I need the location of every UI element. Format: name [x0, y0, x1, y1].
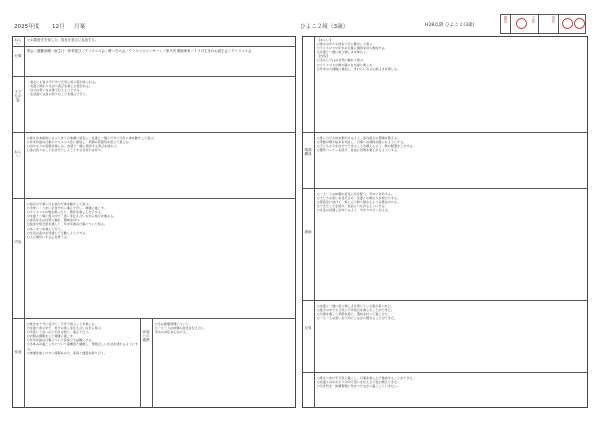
right-top-text: 【ねらい】 ○寒さの中でも体を十分に動かして遊ぶ。 ○クリスマスや年末の行事に期待を持ち参加する。 ○友達と一緒に遊ぶ楽しさを味わう。 【内容】 ○冬ならではの自然に触れて遊ぶ。 ○クリスマスの歌や踊りを友達と楽しむ。 ○年末の大掃除に参加し、きれいになる心地よさを感じる。 [317, 38, 401, 71]
right-bottom-text: ○寒さに負けず元気に過ごし、行事を楽しんで参加することができた。 ○友達とのかかわりの中で思いを伝え合う姿が増えてきた。 ○引き続き、体調管理に気をつけながら過ごしていきたい。 [317, 376, 416, 389]
approver-label: 主任 [531, 16, 535, 23]
section-label-goals: ねらい [14, 150, 22, 158]
approval-stamp [516, 18, 527, 29]
approver-label: 園長 [503, 16, 507, 23]
section-label-reflection: 反省 [304, 326, 312, 330]
class-code: H28以降 ひよこ２(3歳) [425, 23, 475, 28]
goals-text: ○寒さが本格的になってきても体調に留意し、友達と一緒に戸外で元気に体を動かして遊ぶ。 ○年末年始の行事やクリスマス会に参加し、季節の雰囲気を感じて楽しむ。 ○自分なりの表現を楽しみ、友達と一緒に発表する喜びを味わう。 ○身の回りのことを自分でしようとする気持ちを持つ。 [27, 136, 157, 153]
monthly-events: 集会／避難訓練／誕生日・体育遊び／クリスマス会／餅つき大会／クリスマスコンサート／第９回 親睦保育／１２月生まれお誕生会／クリスマス会 [27, 49, 252, 53]
plan-year: 2025年度 [14, 24, 40, 30]
plan-type: 月案 [74, 24, 86, 30]
section-label-children: 子どもの姿 [14, 90, 22, 102]
plan-month: 12月 [52, 24, 65, 30]
section-label-environment: 環境構成 [304, 148, 312, 156]
section-label-content: 内容 [14, 240, 22, 244]
class-name: ひよこ２組（3歳） [300, 24, 349, 30]
section-label-home-link: 家庭との連携 [142, 330, 150, 342]
content-text: ○雨の日や寒い日も室内で体を動かして遊ぶ。 ○手洗い・うがいを自分から進んで行い、健康に過ごす。 ○クリスマスの歌を歌ったり、製作を楽しんだりする。 ○友達と一緒に遊ぶ中で、思いを伝え合いながら遊びを進める。 ○身近な冬の自然に触れ、興味を持つ。 ○絵本や紙芝居を通して、年末年始の行事について知る。 ○あいさつを進んで行う。 ○生活の流れを見通して行動しようとする。 ○人に親切にする心を育てる。 [27, 202, 117, 239]
section-label-aim: ねらい [14, 38, 22, 46]
approval-stamp [562, 18, 573, 29]
section-label-events: 行事 [14, 54, 22, 58]
section-label-support: 援助 [304, 230, 312, 234]
monthly-aim: ＊お歌遊ぎを楽しむ。成長を喜びに参加する。 [27, 38, 99, 42]
environment-text: ○寒い日でも体を動かせるよう、室内遊びの環境を整える。 ○季節の歌や絵本を用意し、行事への期待が膨らむようにする。 ○子どもたちが自分でできることが増えるよう、物の配置を工夫する。 ○製作コーナーを設け、自由に表現を楽しめるようにする。 [317, 136, 416, 153]
section-label-home: 家庭 [14, 350, 22, 354]
support-text: ○一人一人の体調の変化に気を配り、早めに対応する。 ○子どもの思いを受け止め、友達との関わりを仲立ちする。 ○発表会に向けて、楽しんで取り組めるよう言葉をかける。 ○できたことを認め、自信につながるようにする。 ○生活の見通しが持てるよう、分かりやすく伝える。 [317, 192, 401, 213]
approval-stamp [574, 18, 585, 29]
home-link-text: ○冬の健康管理について。 ○一人一人の体調の変化を伝え合い、 早めの対応を心がける。 [155, 322, 208, 335]
home-text: ○寒さを十分に受けて、戸外で遊ぶことを楽しむ。 ○友達と遊ぶ中で、自分の思いを伝え合いながら遊ぶ。 ○手洗いうがいの大切さを知り、進んで行う。 ○衣服の調節をして健康に過ごす。 ○年末年始の行事について家庭でも話題にする。 ○冬休みの過ごし方について保護者と連携し、規則正しい生活を送れるようにする。 ○体調を崩しやすい時期なので、家庭と連絡を取り合う。 [27, 322, 138, 355]
approver-label: 担任 [551, 16, 555, 23]
children-status: ・寒さにも負けず戸外で元気に遊ぶ姿が見られる。 ・友達と関わりながら遊びを楽しむ姿がある。 ・自分の思いを言葉で伝えようとする。 ・生活面では身の回りのことを進んで行う。 [27, 80, 99, 97]
reflection-text: ○友達と一緒に遊ぶ楽しさを感じている姿が見られた。 ○寒さの中でも元気に戸外遊びを楽しむことができた。 ○行事を通して季節を感じ、期待を持って過ごせた。 ○一人一人の思いを大切にしながら関わることができた。 [317, 304, 398, 321]
